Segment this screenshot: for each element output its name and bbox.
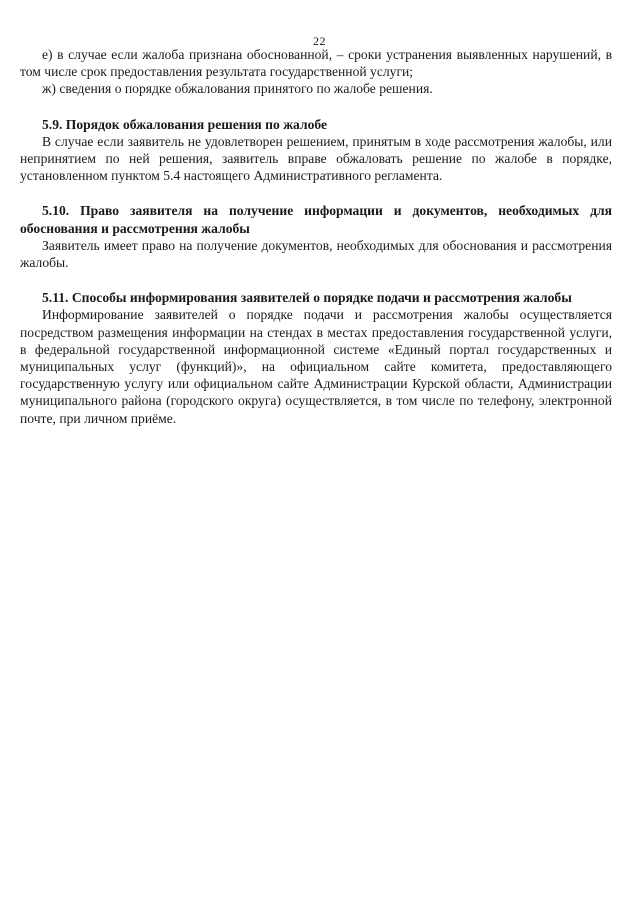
section-text-5-11: Информирование заявителей о порядке подачи и рассмотрения жалобы осуществляется посредством размещения информации на стендах в местах предоставления государственной услуги, в федеральной государственной информационной системе «Единый портал государственных и муниципальных услуг (функций)», на официальном сайте комитета, предоставляющего государственную услугу или официальном сайте Администрации Курской области, Администрации муниципального района (городского округа) осуществляется, в том числе по телефону, электронной почте, при личном приёме. — [20, 307, 612, 426]
section-heading-5-9: 5.9. Порядок обжалования решения по жалобе — [42, 116, 328, 132]
section-text-5-10: Заявитель имеет право на получение документов, необходимых для обоснования и рассмотрения жалобы. — [20, 237, 612, 271]
document-body — [20, 46, 612, 427]
page-number: 22 — [313, 34, 326, 48]
section-text-5-9: В случае если заявитель не удовлетворен решением, принятым в ходе рассмотрения жалобы, или непринятием по ней решения, заявитель вправе обжаловать решение по жалобе в порядке, установленном пунктом 5.4 настоящего Административного регламента. — [20, 133, 612, 184]
section-heading-5-11: 5.11. Способы информирования заявителей о порядке подачи и рассмотрения жалобы — [42, 290, 572, 306]
list-item-e: е) в случае если жалоба признана обоснованной, – сроки устранения выявленных нарушений, в том числе срок предоставления результата государственной услуги; — [20, 47, 612, 80]
list-item-zh: ж) сведения о порядке обжалования принятого по жалобе решения. — [42, 81, 433, 97]
section-heading-5-10: 5.10. Право заявителя на получение информации и документов, необходимых для обоснования и рассмотрения жалобы — [20, 203, 612, 236]
